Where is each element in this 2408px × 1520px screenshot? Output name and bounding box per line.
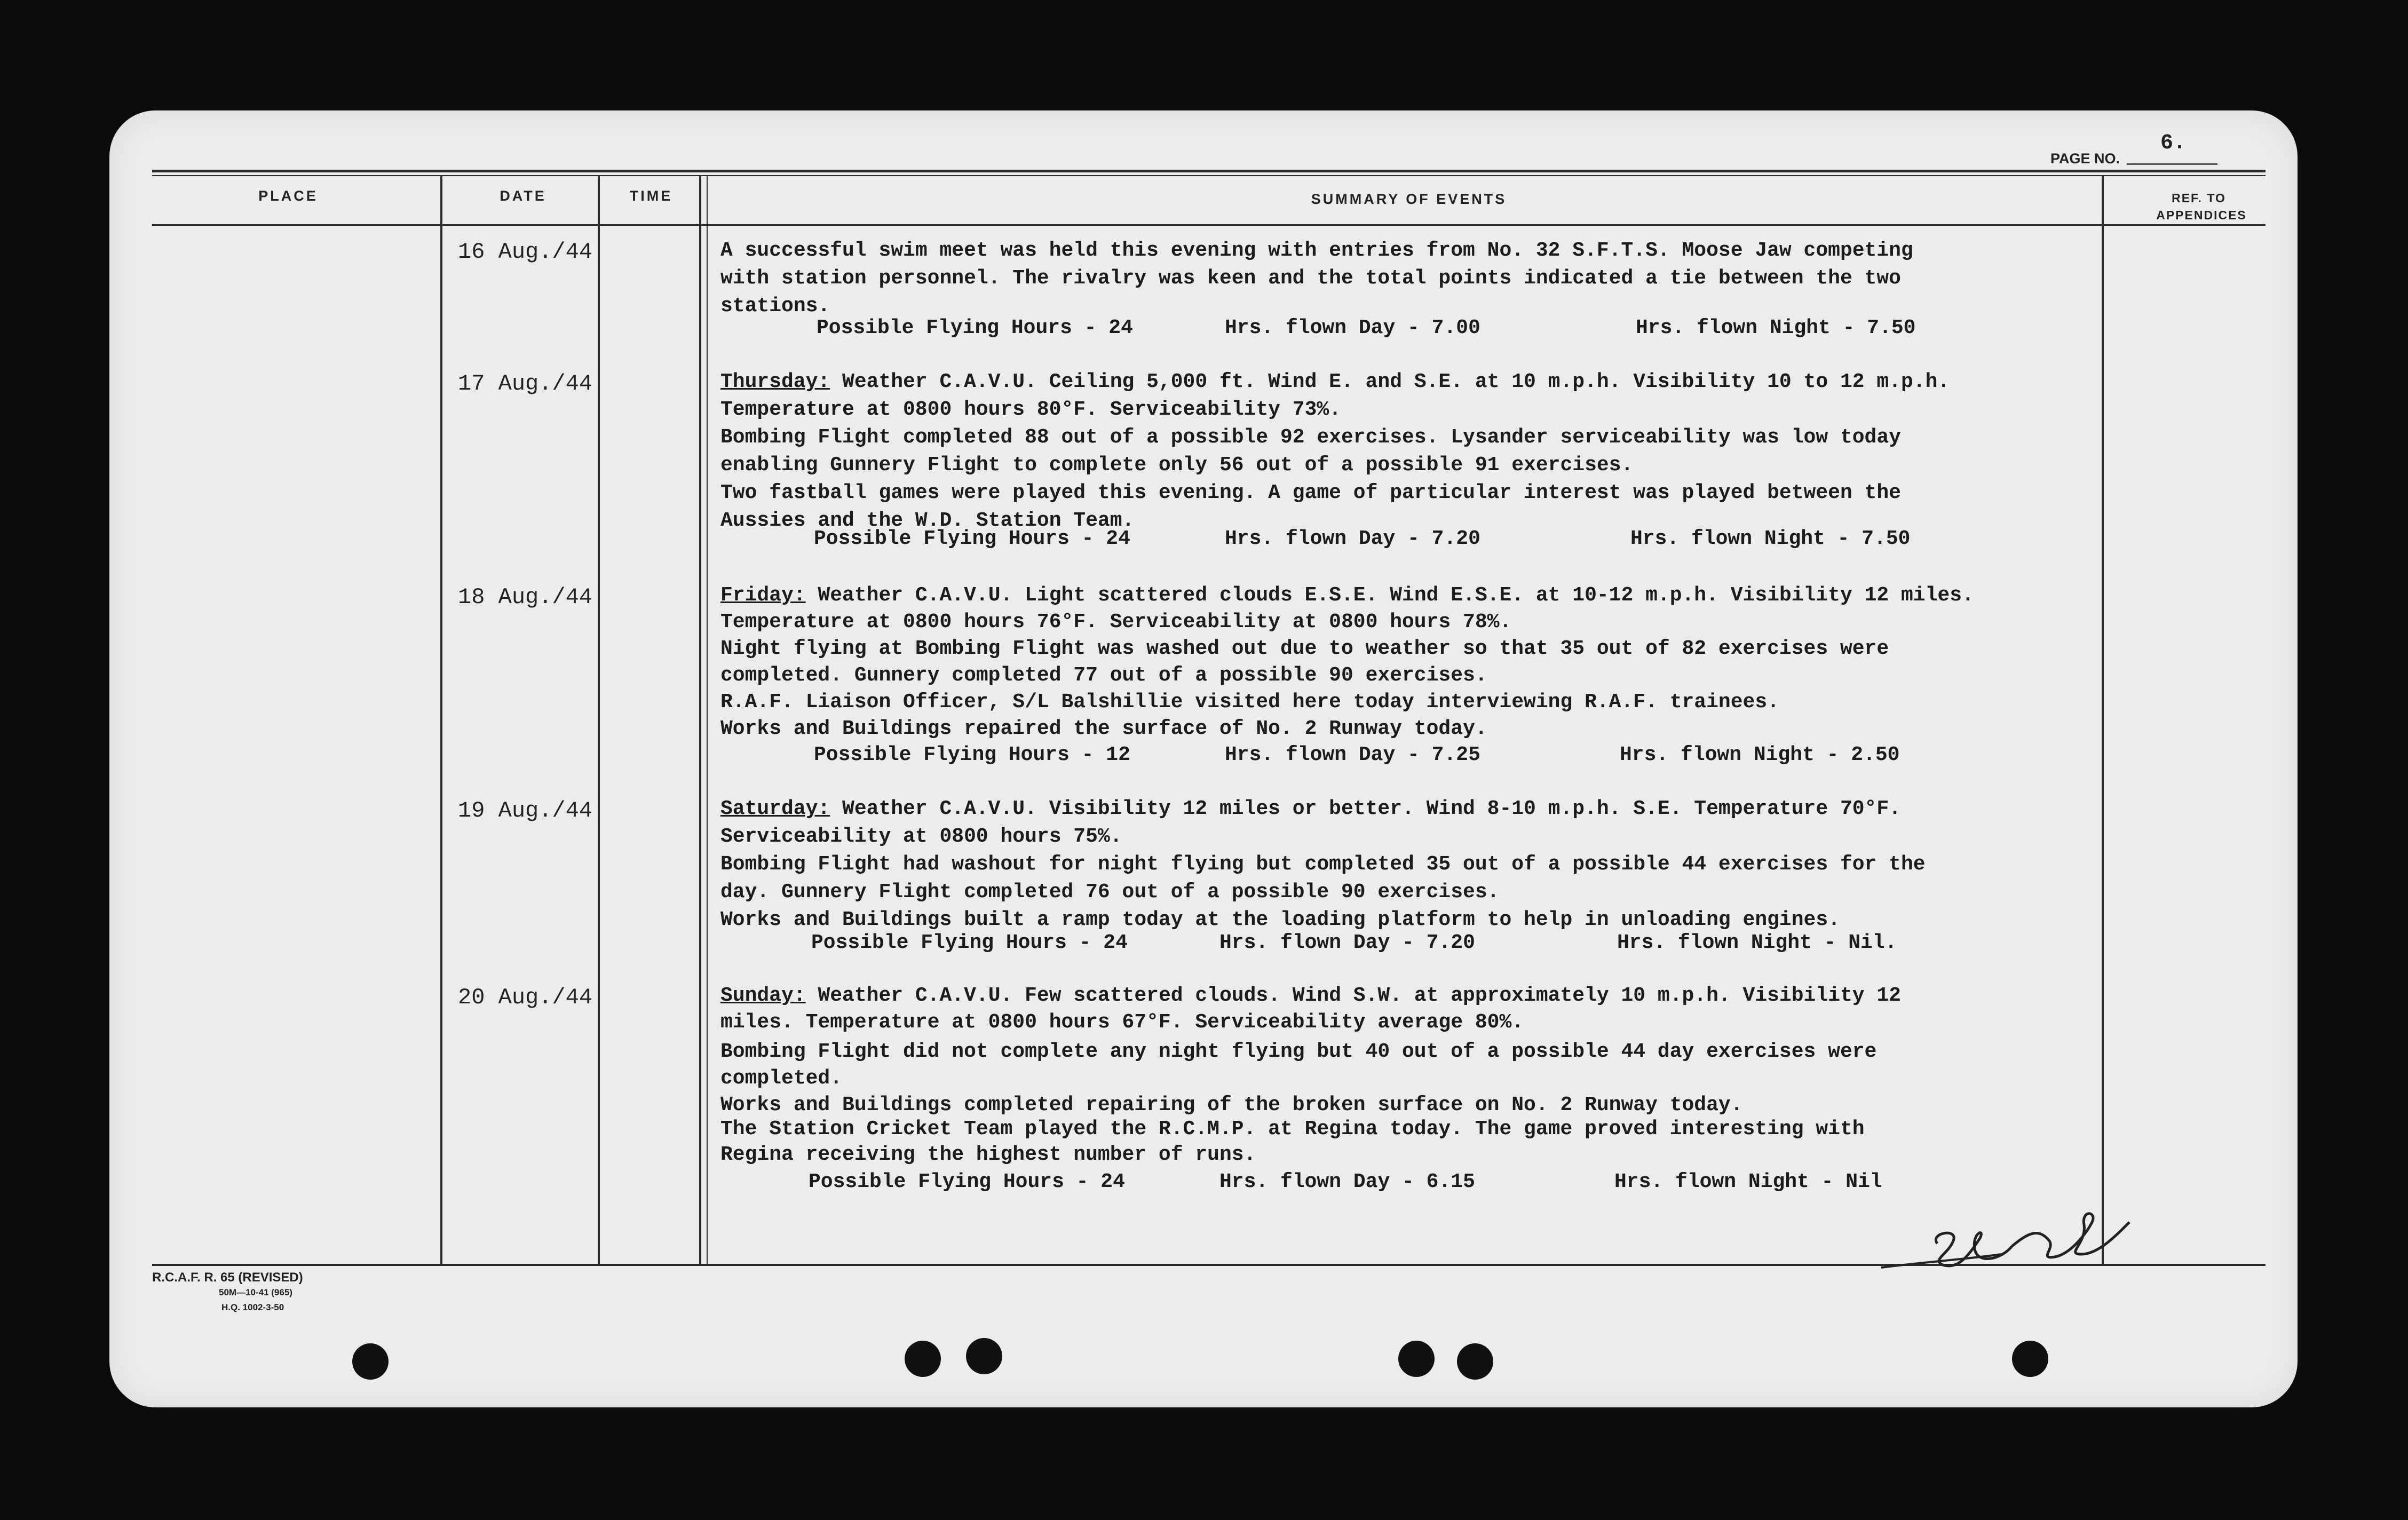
day-of-week: Thursday: — [720, 370, 830, 393]
entry-line: enabling Gunnery Flight to complete only 56 out of a possible 91 exercises. — [720, 454, 1634, 477]
entry-line: Weather C.A.V.U. Few scattered clouds. Wind S.W. at approximately 10 m.p.h. Visibility 12 — [805, 984, 1901, 1007]
hours-flown-day: Hrs. flown Day - 7.20 — [1225, 527, 1480, 550]
entry-line: Weather C.A.V.U. Visibility 12 miles or better. Wind 8-10 m.p.h. S.E. Temperature 70°F. — [830, 797, 1901, 820]
entry-line-first — [720, 582, 1974, 609]
day-of-week: Saturday: — [720, 797, 830, 820]
entry-line-first — [720, 982, 1901, 1010]
possible-flying-hours: Possible Flying Hours - 24 — [811, 931, 1128, 954]
header-time: TIME — [629, 188, 673, 204]
entry-line-first — [720, 795, 1901, 823]
handwritten-initials — [1879, 1201, 2156, 1281]
form-id-print: 50M—10-41 (965) — [219, 1287, 292, 1297]
entry-line: miles. Temperature at 0800 hours 67°F. Serviceability average 80%. — [720, 1011, 1524, 1034]
hours-flown-day: Hrs. flown Day - 6.15 — [1219, 1170, 1475, 1193]
entry-line: day. Gunnery Flight completed 76 out of a possible 90 exercises. — [720, 881, 1500, 904]
entry-line: Night flying at Bombing Flight was washed out due to weather so that 35 out of 82 exercises were — [720, 637, 1889, 660]
hours-flown-day: Hrs. flown Day - 7.00 — [1225, 316, 1480, 339]
punch-hole — [2012, 1341, 2048, 1377]
divider-time-summary — [699, 176, 701, 1265]
entry-date: 17 Aug./44 — [458, 371, 593, 397]
top-rule-thin — [152, 175, 2266, 176]
entry-line: Serviceability at 0800 hours 75%. — [720, 825, 1122, 848]
day-of-week: Friday: — [720, 584, 806, 607]
hours-flown-night: Hrs. flown Night - 2.50 — [1620, 743, 1900, 766]
punch-hole — [1398, 1341, 1435, 1377]
header-rule — [152, 224, 2266, 226]
hours-flown-night: Hrs. flown Night - 7.50 — [1630, 527, 1911, 550]
divider-date-time — [598, 176, 600, 1265]
top-rule — [152, 170, 2266, 172]
hours-flown-day: Hrs. flown Day - 7.25 — [1225, 743, 1480, 766]
entry-line: Temperature at 0800 hours 80°F. Serviceability 73%. — [720, 398, 1341, 421]
punch-hole — [352, 1343, 389, 1380]
entry-line: Works and Buildings completed repairing of the broken surface on No. 2 Runway today. — [720, 1094, 1743, 1117]
entry-line: Two fastball games were played this evening. A game of particular interest was played between the — [720, 481, 1901, 504]
entry-date: 16 Aug./44 — [458, 239, 593, 265]
page-number-label: PAGE NO. — [2050, 151, 2120, 167]
entry-line: Regina receiving the highest number of runs. — [720, 1143, 1256, 1166]
entry-line: Works and Buildings built a ramp today at the loading platform to help in unloading engines. — [720, 908, 1840, 931]
entry-line: Aussies and the W.D. Station Team. — [720, 509, 1135, 532]
header-place: PLACE — [258, 188, 318, 204]
entry-line: completed. Gunnery completed 77 out of a possible 90 exercises. — [720, 664, 1487, 687]
punch-hole — [966, 1338, 1002, 1374]
hours-flown-night: Hrs. flown Night - Nil. — [1617, 931, 1897, 954]
entry-line: Bombing Flight did not complete any night flying but 40 out of a possible 44 day exercises were — [720, 1040, 1877, 1063]
hours-flown-day: Hrs. flown Day - 7.20 — [1219, 931, 1475, 954]
page-number-underline — [2127, 163, 2217, 165]
header-summary: SUMMARY OF EVENTS — [1311, 191, 1507, 207]
divider-time-summary-2 — [707, 176, 708, 1265]
possible-flying-hours: Possible Flying Hours - 24 — [814, 527, 1130, 550]
entry-line: completed. — [720, 1067, 843, 1090]
header-ref: REF. TO — [2172, 191, 2226, 205]
entry-date: 19 Aug./44 — [458, 798, 593, 824]
entry-line: Works and Buildings repaired the surface of No. 2 Runway today. — [720, 717, 1487, 740]
possible-flying-hours: Possible Flying Hours - 24 — [809, 1170, 1125, 1193]
entry-line: with station personnel. The rivalry was keen and the total points indicated a tie between the two — [720, 267, 1901, 290]
entry-date: 18 Aug./44 — [458, 584, 593, 610]
punch-hole — [905, 1341, 941, 1377]
page-number: 6. — [2160, 131, 2187, 155]
day-of-week: Sunday: — [720, 984, 806, 1007]
entry-line: Bombing Flight had washout for night flying but completed 35 out of a possible 44 exercises for the — [720, 853, 1926, 876]
entry-line: Weather C.A.V.U. Ceiling 5,000 ft. Wind E. and S.E. at 10 m.p.h. Visibility 10 to 12 m.p.h. — [830, 370, 1950, 393]
entry-line: stations. — [720, 295, 830, 318]
entry-line: Weather C.A.V.U. Light scattered clouds E.S.E. Wind E.S.E. at 10-12 m.p.h. Visibility 12 miles. — [805, 584, 1974, 607]
hours-flown-night: Hrs. flown Night - 7.50 — [1636, 316, 1916, 339]
entry-line: R.A.F. Liaison Officer, S/L Balshillie visited here today interviewing R.A.F. trainees. — [720, 691, 1779, 714]
entry-line: Temperature at 0800 hours 76°F. Serviceability at 0800 hours 78%. — [720, 611, 1512, 634]
entry-line: A successful swim meet was held this evening with entries from No. 32 S.F.T.S. Moose Jaw competing — [720, 239, 1913, 262]
entry-line-first — [720, 368, 1950, 396]
header-date: DATE — [500, 188, 546, 204]
form-id-hq: H.Q. 1002-3-50 — [221, 1302, 284, 1312]
possible-flying-hours: Possible Flying Hours - 12 — [814, 743, 1130, 766]
entry-line: Bombing Flight completed 88 out of a possible 92 exercises. Lysander serviceability was low today — [720, 426, 1901, 449]
divider-place-date — [440, 176, 442, 1265]
entry-date: 20 Aug./44 — [458, 985, 593, 1010]
punch-hole — [1457, 1343, 1493, 1380]
entry-line: The Station Cricket Team played the R.C.M.P. at Regina today. The game proved interesting with — [720, 1118, 1865, 1141]
form-id: R.C.A.F. R. 65 (REVISED) — [152, 1270, 303, 1285]
header-appendices: APPENDICES — [2156, 208, 2247, 222]
hours-flown-night: Hrs. flown Night - Nil — [1614, 1170, 1882, 1193]
divider-summary-ref — [2102, 176, 2104, 1265]
possible-flying-hours: Possible Flying Hours - 24 — [817, 316, 1133, 339]
